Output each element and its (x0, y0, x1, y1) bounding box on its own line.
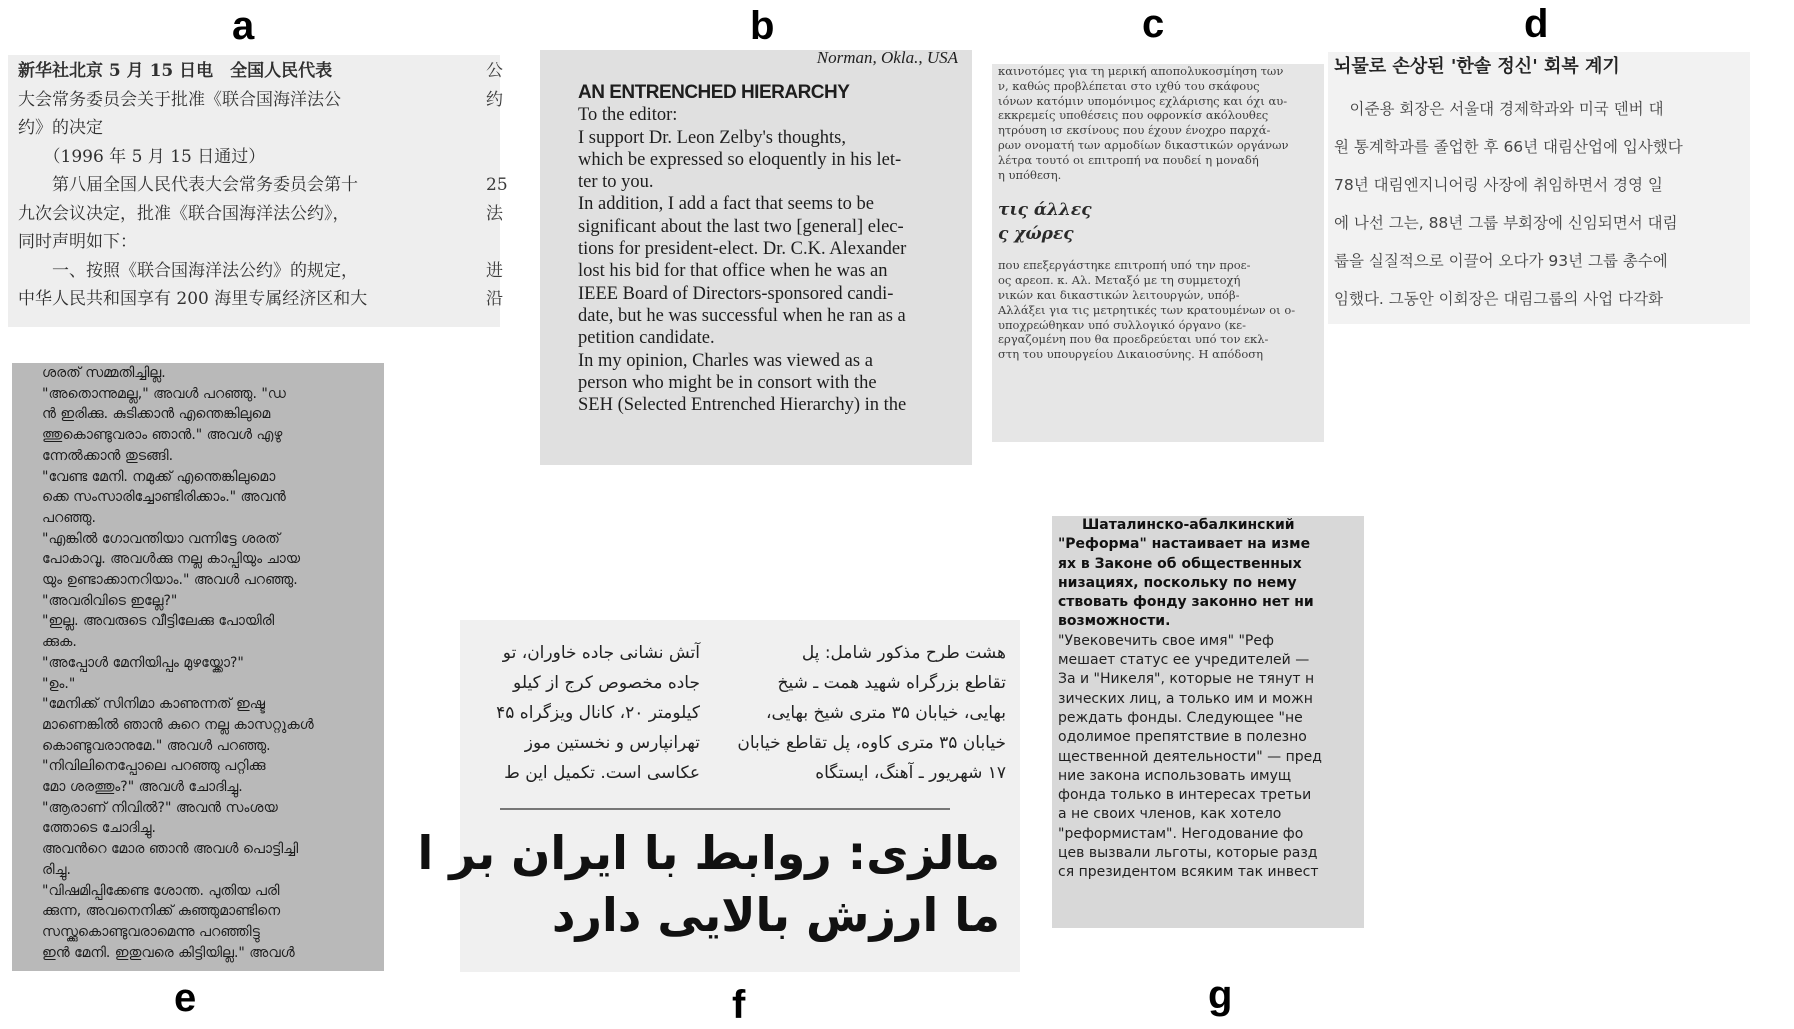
text-line: "ഉം." (42, 675, 76, 692)
text-line: ഇൻ മേനി. ഇതുവരെ കിട്ടിയില്ല." അവൾ (42, 944, 295, 961)
text-line: ക്കുക. (42, 634, 77, 651)
panel-label-d: d (1524, 2, 1549, 46)
edge-fragment: 法 (486, 203, 503, 224)
text-line: "ഇല്ല. അവരുടെ വീട്ടിലേക്കു പോയിരി (42, 613, 275, 630)
text-line: που επεξεργάστηκε επιτροπή υπό την προε- (998, 258, 1251, 273)
text-line: "എങ്കിൽ ഗോവന്തിയാ വന്നിട്ടേ ശരത് (42, 530, 280, 547)
text-line: мешает статус ее учредителей — (1058, 652, 1310, 669)
text-line: കൊണ്ടുവരാനുമേ." അവൾ പറഞ്ഞു. (42, 737, 271, 754)
text-line: ൻ ഇരിക്കു. കുടിക്കാൻ എന്തെങ്കിലുമെ (42, 406, 271, 423)
text-line: ക്കുന്ന, അവനെനിക്ക് കുഞ്ഞുമാണ്ടിനെ (42, 903, 281, 920)
clip-english (540, 50, 972, 465)
clip-malayalam (12, 363, 384, 971)
text-line: تهرانپارس و نخستین موز (524, 733, 700, 753)
text-line: "വിഷമിപ്പിക്കേണ്ട ശോന്ത. പുതിയ പരി (42, 882, 280, 899)
clip-korean (1328, 52, 1750, 324)
text-line: In addition, I add a fact that seems to be (578, 194, 874, 215)
divider (500, 808, 950, 810)
panel-label-c: c (1142, 2, 1165, 46)
article-headline: ما ارزش بالایی دارد (551, 888, 1000, 942)
text-line: خیابان ۳۵ متری کاوه، پل تقاطع خیابان (737, 733, 1006, 753)
text-line: 第八届全国人民代表大会常务委员会第十 (18, 175, 358, 195)
text-line: രിച്ചു. (42, 861, 71, 878)
clip-chinese (8, 55, 508, 327)
text-line: date, but he was successful when he ran as a (578, 305, 906, 326)
text-line: νικών και δικαστικών λειτουργών, υπόβ- (998, 287, 1240, 302)
edge-fragment: 25 (486, 175, 508, 195)
text-line: هشت طرح مذکور شامل: پل (801, 643, 1006, 663)
text-line: 임했다. 그동안 이회장은 대림그룹의 사업 다각화 (1334, 290, 1664, 308)
text-line: 中华人民共和国享有 200 海里专属经济区和大 (18, 289, 368, 309)
edge-fragment: 公 (486, 61, 503, 81)
text-line: "അപ്പോൾ മേനിയിപ്പം മുഴയ്ക്കോ?" (42, 654, 244, 671)
text-line: ۱۷ شهریور ـ آهنگ، ایستگاه (815, 763, 1006, 783)
text-line: "реформистам". Негодование фо (1058, 825, 1304, 842)
text-line: реждать фонды. Следующее "не (1058, 709, 1303, 726)
text-line: "നിവിലിനെപ്പോലെ പറഞ്ഞു പറ്റിക്കു (42, 758, 266, 775)
text-line: പറഞ്ഞു. (42, 509, 96, 526)
text-line: ρων ονοματή των αρμοδίων δικαστικών οργάνων (998, 137, 1289, 152)
text-line: which be expressed so eloquently in his let- (578, 149, 902, 170)
text-line: عکاسی است. تکمیل این ط (504, 763, 700, 783)
text-line: 同时声明如下： (18, 232, 137, 252)
panel-label-e: e (174, 976, 197, 1020)
panel-label-a: a (232, 4, 255, 48)
text-line: ся президентом всяким так инвест (1058, 864, 1319, 881)
panel-label-b: b (750, 4, 775, 48)
text-line: εκκρεμείς υποθέσεις που οφρονκίσ ακόλουθες (998, 108, 1269, 123)
clip-persian (417, 620, 1020, 972)
text-line: جاده مخصوص کرج از کیلو (513, 673, 700, 693)
text-line: καινοτόμες για τη μερική αποπολυκοσμίηση των (998, 64, 1284, 78)
text-line: تقاطع بزرگراه شهید همت ـ شیخ (777, 673, 1006, 693)
text-line: lost his bid for that office when he was an (578, 261, 888, 282)
text-line: بهایی، خیابان ۳۵ متری شیخ بهایی، (765, 703, 1006, 723)
text-line: 78년 대림엔지니어링 사장에 취임하면서 경영 일 (1334, 176, 1663, 194)
text-line: SEH (Selected Entrenched Hierarchy) in the (578, 395, 907, 416)
text-line: ος αρεοπ. κ. Αλ. Μεταξό με τη συμμετοχή (998, 273, 1241, 288)
edge-fragment: 进 (486, 260, 503, 281)
text-line: person who might be in consort with the (578, 372, 877, 393)
text-line: щественной деятельности" — пред (1058, 748, 1322, 765)
text-line: υποχρεώθηκαν υπό συλλογικό όργανο (κε- (998, 317, 1246, 332)
text-line: 九次会议决定，批准《联合国海洋法公约》， (18, 203, 350, 224)
edge-fragment: 沿 (486, 289, 503, 309)
text-line: "മേനിക്ക് സിനിമാ കാണുന്നത് ഇഷ്ട (42, 696, 266, 713)
article-headline: مالزی: روابط با ایران بر ا (417, 826, 1000, 880)
text-line: ητρόυση ισ εκσίνους που έχουν ένοχρο παρχά- (998, 123, 1271, 138)
text-line: സസ്ക്കുകൊണ്ടുവരാമെന്നു പറഞ്ഞിട്ടു (42, 923, 260, 940)
text-line: മോ ശരത്തും?" അവൾ ചോദിച്ചു. (42, 779, 243, 796)
text-line: "ആരാണ് നിവിൽ?" അവൻ സംശയ (42, 799, 278, 816)
text-line: ക്കെ സംസാരിച്ചോണ്ടിരിക്കാം." അവൻ (42, 489, 286, 506)
dateline: Norman, Okla., USA (816, 48, 958, 67)
text-line: ν, καθώς προβλέπεται στο ιχθύ του σκάφους (998, 78, 1260, 93)
text-line: 约》的决定 (18, 118, 103, 138)
lead-line: ствовать фонду законно нет ни (1058, 594, 1314, 611)
text-line: ശരത് സമ്മതിച്ചില്ല. (42, 365, 166, 381)
text-line: IEEE Board of Directors-sponsored candi- (578, 283, 894, 304)
right-column (737, 638, 1006, 788)
text-line: I support Dr. Leon Zelby's thoughts, (578, 127, 846, 148)
text-line: зических лиц, а только им и можн (1058, 690, 1313, 707)
text-line: significant about the last two [general] elec- (578, 216, 904, 237)
text-line: ത്തുകൊണ്ടുവരാം ഞാൻ." അവൾ എഴു (42, 427, 283, 444)
text-line: To the editor: (578, 105, 678, 126)
article-headline: AN ENTRENCHED HIERARCHY (578, 82, 850, 103)
text-line: petition candidate. (578, 328, 715, 349)
text-line: Αλλάξει για τις μετρητικές των κρατουμένων οι ο- (998, 302, 1296, 317)
subheading: ς χώρες (998, 224, 1074, 245)
lead-line: возможности. (1058, 613, 1171, 630)
text-line: цев вызвали льготы, которые разд (1058, 845, 1318, 862)
text-line: ന്നേൽക്കാൻ തുടങ്ങി. (42, 447, 174, 464)
text-line: 이준용 회장은 서울대 경제학과와 미국 덴버 대 (1334, 100, 1664, 118)
edge-fragment: 约 (486, 89, 503, 110)
text-line: "അവരിവിടെ ഇല്ലേ?" (42, 592, 178, 609)
text-line: ние закона использовать имущ (1058, 767, 1292, 784)
text-line: ιόνων κατόμιν υπομόνιμος εχλάρισης και όχι αυ- (998, 93, 1288, 108)
clip-russian (1052, 516, 1364, 928)
text-line: "വേണ്ട മേനി. നമുക്ക് എന്തെങ്കിലുമൊ (42, 468, 276, 485)
lead-line: низациях, поскольку по нему (1058, 574, 1297, 591)
text-line: അവൻറെ മോര ഞാൻ അവൾ പൊട്ടിച്ചി (42, 841, 299, 858)
text-line: η υπόθεση. (998, 167, 1062, 182)
text-line: کیلومتر ۲۰، کانال ویزگراه ۴۵ (496, 703, 700, 723)
text-line: 大会常务委员会关于批准《联合国海洋法公 (18, 89, 341, 110)
text-line: "അതൊന്നുമല്ല," അവൾ പറഞ്ഞു. "ഡ (42, 385, 286, 402)
text-line: മാണെങ്കിൽ ഞാൻ കുറെ നല്ല കാസറ്റുകൾ (42, 716, 314, 733)
text-line: （1996 年 5 月 15 日通过） (18, 146, 266, 167)
text-line: പോകാവൂ. അവൾക്കു നല്ല കാപ്പിയും ചായ (42, 551, 301, 568)
text-line: آتش نشانی جاده خاوران، تو (502, 643, 700, 663)
text-line: а не своих членов, как хотело (1058, 806, 1282, 823)
text-line: εργαζομένη που θα προεδρεύεται υπό τον εκλ- (998, 332, 1269, 347)
text-line: 원 통계학과를 졸업한 후 66년 대림산업에 입사했다 (1334, 138, 1683, 156)
text-line: യും ഉണ്ടാക്കാനറിയാം." അവൾ പറഞ്ഞു. (42, 572, 298, 589)
lead-line: Шаталинско-абалкинский (1082, 517, 1295, 533)
article-headline: 뇌물로 손상된 '한솔 정신' 회복 계기 (1334, 56, 1620, 77)
text-line: In my opinion, Charles was viewed as a (578, 350, 873, 371)
text-line: "Увековечить свое имя" "Реф (1058, 632, 1274, 649)
text-line: 룹을 실질적으로 이끌어 오다가 93년 그룹 총수에 (1334, 252, 1668, 270)
lead-line: ях в Законе об общественных (1058, 555, 1302, 572)
subheading: τις άλλες (998, 200, 1092, 221)
text-line: фонда только в интересах третьи (1058, 787, 1312, 804)
text-line: tions for president-elect. Dr. C.K. Alexander (578, 239, 907, 260)
text-line: 一、按照《联合国海洋法公约》的规定， (18, 260, 358, 281)
panel-label-g: g (1208, 973, 1233, 1017)
text-line: λέτρα τουτό οι επιτροπή να πουδεί η μοναδή (998, 152, 1259, 167)
panel-label-f: f (732, 983, 746, 1027)
text-line: ter to you. (578, 172, 654, 193)
text-line: στη του υπουργείου Δικαιοσύνης. Η απόδοση (998, 347, 1264, 362)
text-line: одолимое препятствие в полезно (1058, 729, 1307, 746)
text-line: 新华社北京 5 月 15 日电 全国人民代表 (18, 61, 333, 81)
lead-line: "Реформа" настаивает на изме (1058, 536, 1311, 553)
clip-greek (992, 64, 1324, 442)
text-line: 에 나선 그는, 88년 그룹 부회장에 신임되면서 대림 (1334, 214, 1678, 232)
left-column (450, 638, 700, 788)
text-line: ത്തോടെ ചോദിച്ചു. (42, 820, 156, 837)
text-line: За и "Никеля", которые не тянут н (1058, 671, 1315, 688)
